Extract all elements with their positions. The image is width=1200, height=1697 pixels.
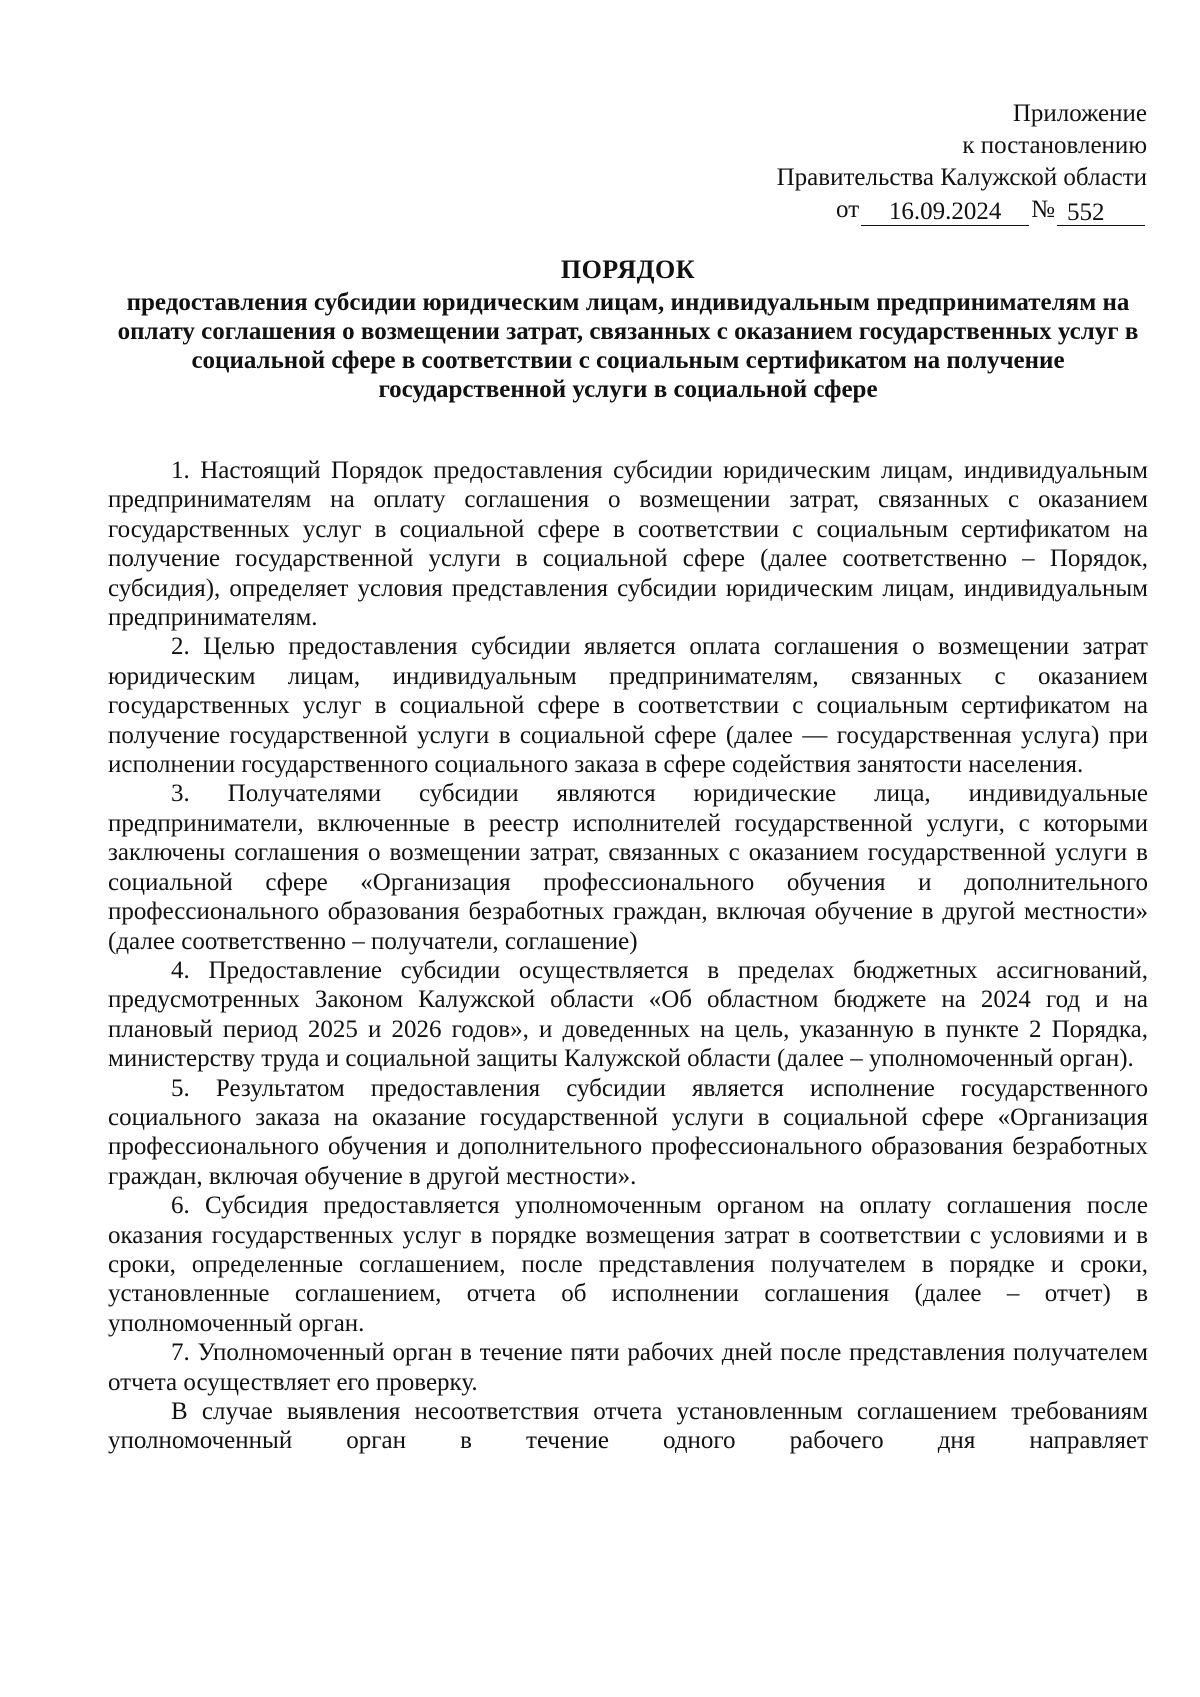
annex-label: Приложение <box>1012 100 1147 127</box>
paragraph-1: 1. Настоящий Порядок предоставления субсидии юридическим лицам, индивидуальным предпринимателям на оплату соглашения о возмещении затрат, связанных с оказанием государственных услуг в социальной сфере в соответствии с социальным сертификатом на получение государственной услуги в социальной сфере (далее соответственно – Порядок, субсидия), определяет условия представления субсидии юридическим лицам, индивидуальным предпринимателям. <box>108 457 1148 632</box>
paragraph-7: 7. Уполномоченный орган в течение пяти рабочих дней после представления получателем отчета осуществляет его проверку. <box>108 1339 1148 1396</box>
paragraph-4: 4. Предоставление субсидии осуществляется в пределах бюджетных ассигнований, предусмотренных Законом Калужской области «Об областном бюджете на 2024 год и на плановый период 2025 и 2026 годов», и доведенных на цель, указанную в пункте 2 Порядка, министерству труда и социальной защиты Калужской области (далее – уполномоченный орган). <box>108 956 1148 1073</box>
paragraph-5: 5. Результатом предоставления субсидии является исполнение государственного социального заказа на оказание государственной услуги в социальной сфере «Организация профессионального обучения и дополнительного профессионального образования безработных граждан, включая обучение в другой местности». <box>108 1074 1148 1190</box>
title-block <box>108 254 1148 404</box>
document-body <box>108 456 1148 1456</box>
paragraph-3: 3. Получателями субсидии являются юридические лица, индивидуальные предприниматели, включенные в реестр исполнителей государственной услуги, с которыми заключены соглашения о возмещении затрат, связанных с оказанием государственной услуги в социальной сфере «Организация профессионального обучения и дополнительного профессионального образования безработных граждан, включая обучение в другой местности» (далее соответственно – получатели, соглашение) <box>108 780 1148 955</box>
number-prefix: № <box>1031 196 1055 223</box>
annex-authority: Правительства Калужской области <box>776 164 1147 191</box>
document-title: ПОРЯДОК <box>560 255 696 284</box>
paragraph-8: В случае выявления несоответствия отчета установленным соглашением требованиям уполномоченный орган в течение одного рабочего дня направляет <box>108 1398 1148 1455</box>
paragraph-6: 6. Субсидия предоставляется уполномоченным органом на оплату соглашения после оказания государственных услуг в порядке возмещения затрат в соответствии с условиями и в сроки, определенные соглашением, после представления получателем в порядке и сроки, установленные соглашением, отчета об исполнении соглашения (далее – отчет) в уполномоченный орган. <box>108 1192 1148 1337</box>
annex-date-number <box>677 194 1147 226</box>
resolution-number: 552 <box>1057 200 1145 226</box>
document-subtitle: предоставления субсидии юридическим лицам, индивидуальным предпринимателям на оплату соглашения о возмещении затрат, связанных с оказанием государственных услуг в социальной сфере в соответствии с социальным сертификатом на получение государственной услуги в социальной сфере <box>117 289 1139 403</box>
resolution-date: 16.09.2024 <box>861 199 1029 226</box>
paragraph-2: 2. Целью предоставления субсидии является оплата соглашения о возмещении затрат юридическим лицам, индивидуальным предпринимателям, связанных с оказанием государственных услуг в социальной сфере в соответствии с социальным сертификатом на получение государственной услуги в социальной сфере (далее — государственная услуга) при исполнении государственного социального заказа в сфере содействия занятости населения. <box>108 633 1148 779</box>
date-prefix: от <box>836 196 860 223</box>
annex-header <box>677 98 1147 226</box>
annex-reference: к постановлению <box>962 132 1147 159</box>
